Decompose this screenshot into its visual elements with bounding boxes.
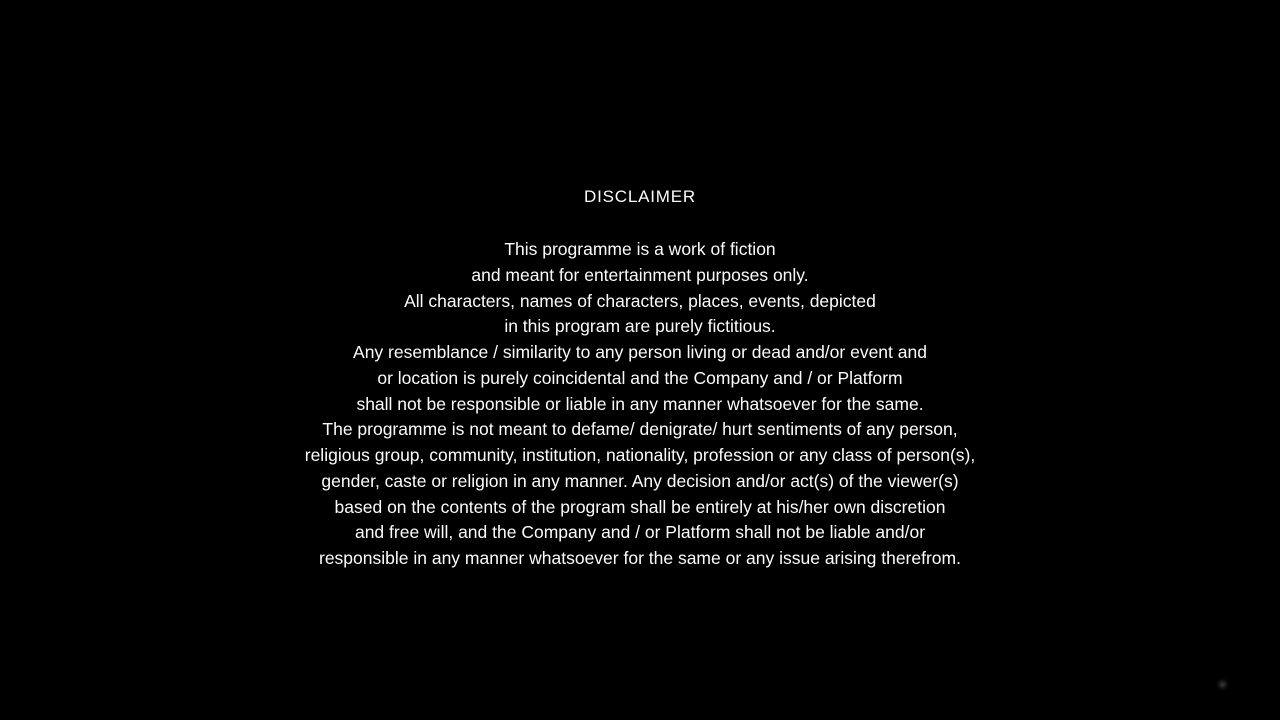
disclaimer-line: This programme is a work of fiction — [504, 239, 776, 259]
disclaimer-line: and free will, and the Company and / or Platform shall not be liable and/or — [354, 522, 926, 543]
disclaimer-line: in this program are purely fictitious. — [504, 316, 776, 337]
disclaimer-line: gender, caste or religion in any manner. Any decision and/or act(s) of the viewer(s) — [321, 470, 959, 491]
disclaimer-line: All characters, names of characters, places, events, depicted — [404, 290, 876, 311]
disclaimer-line: Any resemblance / similarity to any person living or dead and/or event and — [353, 342, 927, 362]
disclaimer-line: responsible in any manner whatsoever for the same or any issue arising therefrom. — [319, 548, 961, 568]
watermark-speck-icon — [1216, 678, 1229, 691]
disclaimer-line: The programme is not meant to defame/ denigrate/ hurt sentiments of any person, — [322, 419, 958, 440]
disclaimer-line: or location is purely coincidental and the Company and / or Platform — [377, 367, 903, 388]
disclaimer-block — [0, 186, 1280, 572]
disclaimer-line: shall not be responsible or liable in any manner whatsoever for the same. — [356, 393, 924, 414]
disclaimer-text — [0, 237, 1280, 572]
disclaimer-line: based on the contents of the program shall be entirely at his/her own discretion — [334, 496, 946, 517]
disclaimer-line: religious group, community, institution, nationality, profession or any class of person(s), — [304, 445, 976, 465]
disclaimer-line: and meant for entertainment purposes only. — [471, 264, 809, 285]
disclaimer-title: DISCLAIMER — [584, 187, 696, 206]
